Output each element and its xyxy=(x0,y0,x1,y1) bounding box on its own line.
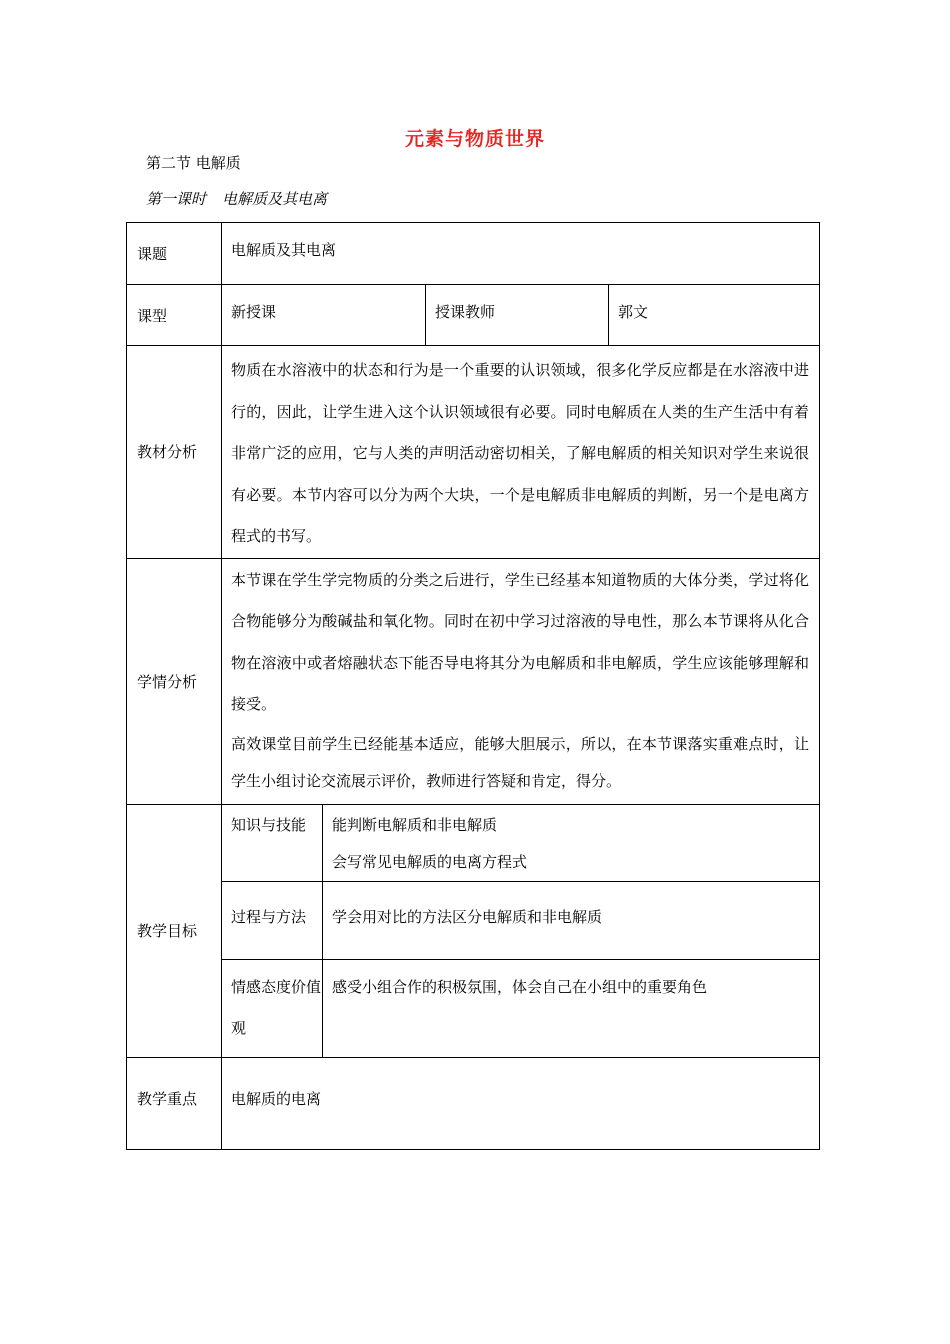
student-paragraph-1: 本节课在学生学完物质的分类之后进行，学生已经基本知道物质的大体分类，学过将化合物能够分为酸碱盐和氧化物。同时在初中学习过溶液的导电性，那么本节课将从化合物在溶液中或者熔融状态下能否导电将其分为电解质和非电解质，学生应该能够理解和接受。 xyxy=(231,570,810,713)
teacher-value: 郭文 xyxy=(609,285,820,346)
focus-value: 电解质的电离 xyxy=(222,1057,820,1149)
lesson-topic: 电解质及其电离 xyxy=(222,190,328,208)
row-student xyxy=(127,558,820,804)
section-heading: 第二节 电解质 xyxy=(146,154,241,172)
row-goal-knowledge xyxy=(127,804,820,881)
emotion-label: 情感态度价值观 xyxy=(222,959,323,1057)
lesson-period: 第一课时 xyxy=(146,190,207,208)
student-analysis-text xyxy=(222,558,820,804)
row-focus xyxy=(127,1057,820,1149)
knowledge-values xyxy=(323,804,820,881)
process-label: 过程与方法 xyxy=(222,881,323,959)
material-paragraph: 物质在水溶液中的状态和行为是一个重要的认识领域，很多化学反应都是在水溶液中进行的，因此，让学生进入这个认识领域很有必要。同时电解质在人类的生产生活中有着非常广泛的应用，它与人类的声明活动密切相关，了解电解质的相关知识对学生来说很有必要。本节内容可以分为两个大块，一个是电解质非电解质的判断，另一个是电离方程式的书写。 xyxy=(231,361,810,545)
material-analysis-text xyxy=(222,346,820,559)
student-label: 学情分析 xyxy=(127,558,222,804)
type-value: 新授课 xyxy=(222,285,426,346)
emotion-value: 感受小组合作的积极氛围，体会自己在小组中的重要角色 xyxy=(323,959,820,1057)
row-type xyxy=(127,285,820,346)
topic-value: 电解质及其电离 xyxy=(222,223,820,285)
knowledge-item-2: 会写常见电解质的电离方程式 xyxy=(332,852,528,871)
goals-label: 教学目标 xyxy=(127,804,222,1057)
row-goal-process xyxy=(127,881,820,959)
type-label: 课型 xyxy=(127,285,222,346)
lesson-heading xyxy=(146,188,327,209)
material-label: 教材分析 xyxy=(127,346,222,559)
student-paragraph-2: 高效课堂目前学生已经能基本适应，能够大胆展示，所以，在本节课落实重难点时，让学生小组讨论交流展示评价，教师进行答疑和肯定，得分。 xyxy=(231,734,810,790)
row-material xyxy=(127,346,820,559)
teacher-label: 授课教师 xyxy=(426,285,609,346)
knowledge-item-1: 能判断电解质和非电解质 xyxy=(332,815,498,834)
lesson-plan-table xyxy=(126,222,820,1150)
topic-label: 课题 xyxy=(127,223,222,285)
row-topic xyxy=(127,223,820,285)
document-title: 元素与物质世界 xyxy=(404,128,545,150)
focus-label: 教学重点 xyxy=(127,1057,222,1149)
knowledge-label: 知识与技能 xyxy=(222,804,323,881)
row-goal-emotion xyxy=(127,959,820,1057)
process-value: 学会用对比的方法区分电解质和非电解质 xyxy=(323,881,820,959)
